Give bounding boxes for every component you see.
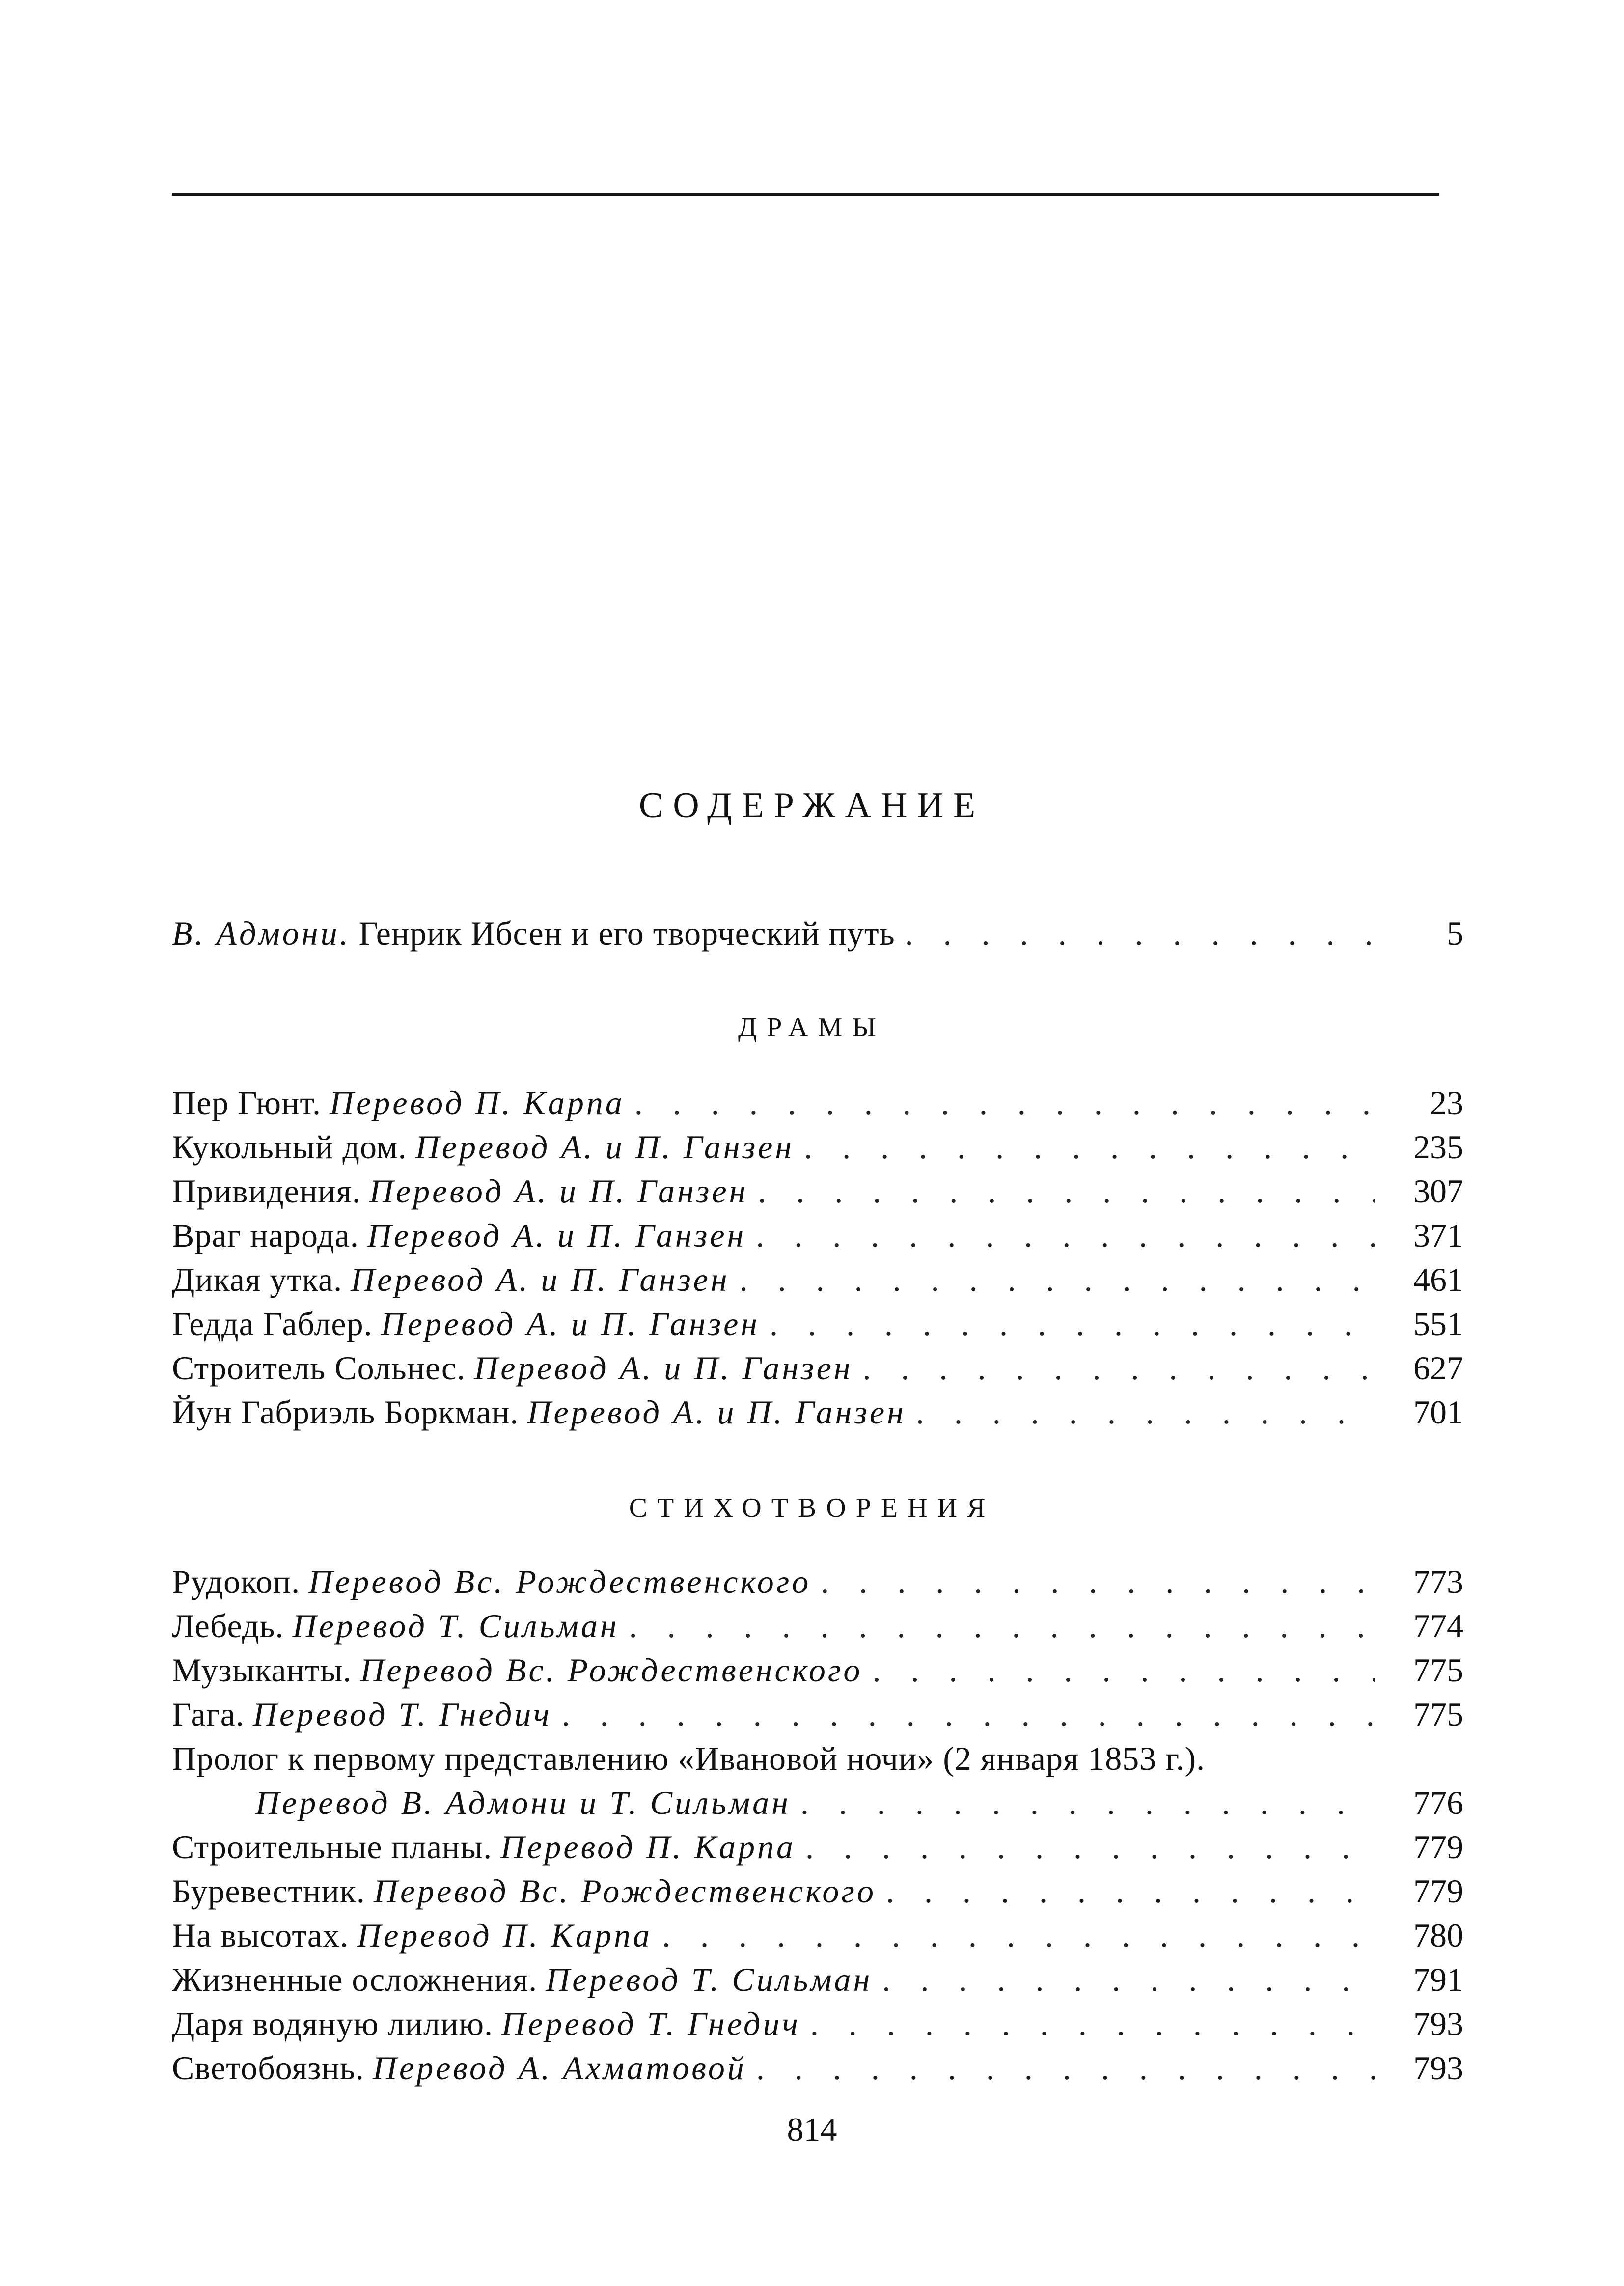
- entry-page-number: 371: [1413, 1217, 1463, 1254]
- dot-leader: [863, 1346, 1376, 1390]
- dot-leader: [756, 1213, 1375, 1257]
- toc-entry-continuation[interactable]: [255, 1781, 1463, 1825]
- entry-translation: Перевод А. и П. Ганзен: [351, 1261, 730, 1298]
- section-heading-poems: СТИХОТВОРЕНИЯ: [629, 1493, 995, 1523]
- dot-leader: [916, 1390, 1375, 1434]
- entry-text: [172, 1913, 652, 1957]
- entry-text: [255, 1781, 791, 1825]
- toc-entry[interactable]: [172, 1257, 1463, 1302]
- entry-text: [172, 2002, 800, 2046]
- entry-title: Враг народа.: [172, 1217, 359, 1254]
- entry-title: Лебедь.: [172, 1607, 284, 1645]
- entry-title: Йун Габриэль Боркман.: [172, 1394, 519, 1431]
- entry-translation: Перевод А. и П. Ганзен: [369, 1172, 748, 1210]
- entry-title: Генрик Ибсен и его творческий путь: [358, 915, 895, 952]
- toc-entry[interactable]: [172, 1913, 1463, 1957]
- dot-leader: [905, 911, 1375, 955]
- dot-leader: [770, 1302, 1375, 1346]
- dot-leader: [821, 1560, 1375, 1604]
- toc-entry[interactable]: [172, 1390, 1463, 1434]
- entry-translation: Перевод Т. Сильман: [546, 1961, 873, 1998]
- dot-leader: [562, 1692, 1375, 1736]
- dot-leader: [886, 1869, 1375, 1913]
- toc-entry[interactable]: [172, 1648, 1463, 1692]
- toc-entry[interactable]: [172, 2046, 1463, 2090]
- entry-page-number: 307: [1413, 1172, 1463, 1210]
- toc-entry[interactable]: [172, 1869, 1463, 1913]
- entry-title: Дикая утка.: [172, 1261, 343, 1298]
- entry-page-number: 779: [1413, 1872, 1463, 1910]
- entry-title: Буревестник.: [172, 1872, 365, 1910]
- entry-title: Кукольный дом.: [172, 1128, 407, 1166]
- entry-title: Пер Гюнт.: [172, 1084, 322, 1121]
- entry-title: Светобоязнь.: [172, 2049, 364, 2087]
- entry-title: Пролог к первому представлению «Ивановой ночи» (2 января 1853 г.).: [172, 1740, 1206, 1777]
- entry-page-number: 775: [1413, 1651, 1463, 1689]
- entry-text: [172, 1302, 760, 1346]
- entry-translation: Перевод В. Адмони и Т. Сильман: [255, 1784, 791, 1821]
- entry-text: [172, 1825, 796, 1869]
- entry-translation: Перевод Т. Гнедич: [252, 1696, 552, 1733]
- entry-page-number: 23: [1430, 1084, 1463, 1121]
- entry-title: Жизненные осложнения.: [172, 1961, 538, 1998]
- page-title: СОДЕРЖАНИЕ: [638, 785, 986, 826]
- entry-author: В. Адмони.: [172, 915, 351, 952]
- dot-leader: [804, 1125, 1375, 1169]
- dot-leader: [805, 1825, 1375, 1869]
- entry-translation: Перевод П. Карпа: [500, 1828, 796, 1866]
- dot-leader: [662, 1913, 1375, 1957]
- entry-text: [172, 1213, 746, 1257]
- entry-page-number: 235: [1413, 1128, 1463, 1166]
- entry-text: [172, 1560, 811, 1604]
- entry-page-number: 779: [1413, 1828, 1463, 1866]
- entry-page-number: 791: [1413, 1961, 1463, 1998]
- top-rule: [172, 193, 1439, 196]
- entry-translation: Перевод А. и П. Ганзен: [367, 1217, 746, 1254]
- dot-leader: [810, 2002, 1375, 2046]
- section-heading-dramas: ДРАМЫ: [738, 1012, 886, 1043]
- entry-text: [172, 1692, 552, 1736]
- entry-text: [172, 1257, 730, 1302]
- toc-entry[interactable]: [172, 1125, 1463, 1169]
- entry-title: Строитель Сольнес.: [172, 1349, 466, 1387]
- entry-text: [172, 1604, 619, 1648]
- entry-translation: Перевод Т. Сильман: [292, 1607, 619, 1645]
- toc-entry[interactable]: [172, 1560, 1463, 1604]
- entry-page-number: 775: [1413, 1696, 1463, 1733]
- toc-entry-intro[interactable]: [172, 911, 1463, 955]
- toc-entry[interactable]: [172, 1957, 1463, 2002]
- entry-text: [172, 2046, 746, 2090]
- entry-text: [172, 1390, 906, 1434]
- toc-entry[interactable]: [172, 1213, 1463, 1257]
- entry-title: Строительные планы.: [172, 1828, 493, 1866]
- entry-text: [172, 1648, 862, 1692]
- toc-entry[interactable]: [172, 1346, 1463, 1390]
- toc-entry[interactable]: [172, 1169, 1463, 1213]
- toc-entry[interactable]: [172, 1604, 1463, 1648]
- entry-translation: Перевод Вс. Рождественского: [360, 1651, 863, 1689]
- entry-text: [172, 1081, 625, 1125]
- toc-entry[interactable]: [172, 1825, 1463, 1869]
- entry-page-number: 776: [1413, 1784, 1463, 1821]
- entry-page-number: 551: [1413, 1305, 1463, 1342]
- entry-translation: Перевод А. и П. Ганзен: [474, 1349, 853, 1387]
- entry-title: Даря водяную лилию.: [172, 2005, 494, 2042]
- dot-leader: [758, 1169, 1375, 1213]
- entry-title: На высотах.: [172, 1917, 349, 1954]
- toc-entry[interactable]: [172, 1081, 1463, 1125]
- entry-text: [172, 911, 895, 955]
- dot-leader: [756, 2046, 1375, 2090]
- entry-title: Гага.: [172, 1696, 245, 1733]
- entry-page-number: 773: [1413, 1563, 1463, 1600]
- dot-leader: [800, 1781, 1375, 1825]
- entry-translation: Перевод Вс. Рождественского: [373, 1872, 876, 1910]
- entry-page-number: 793: [1413, 2005, 1463, 2042]
- entry-translation: Перевод А. Ахматовой: [372, 2049, 746, 2087]
- entry-translation: Перевод А. и П. Ганзен: [527, 1394, 906, 1431]
- entry-text: [172, 1869, 876, 1913]
- entry-text: [172, 1346, 853, 1390]
- toc-entry[interactable]: [172, 2002, 1463, 2046]
- toc-entry[interactable]: [172, 1302, 1463, 1346]
- toc-entry-title-line[interactable]: [172, 1736, 1463, 1781]
- dot-leader: [740, 1257, 1375, 1302]
- entry-page-number: 793: [1413, 2049, 1463, 2087]
- entry-page-number: 701: [1413, 1394, 1463, 1431]
- entry-page-number: 774: [1413, 1607, 1463, 1645]
- entry-translation: Перевод Вс. Рождественского: [308, 1563, 811, 1600]
- entry-title: Музыканты.: [172, 1651, 352, 1689]
- entry-page-number: 780: [1413, 1917, 1463, 1954]
- entry-title: Привидения.: [172, 1172, 361, 1210]
- entry-translation: Перевод Т. Гнедич: [501, 2005, 800, 2042]
- entry-title: Гедда Габлер.: [172, 1305, 373, 1342]
- entry-page-number: 461: [1413, 1261, 1463, 1298]
- entry-translation: Перевод А. и П. Ганзен: [415, 1128, 795, 1166]
- entry-translation: Перевод П. Карпа: [330, 1084, 625, 1121]
- toc-entry[interactable]: [172, 1692, 1463, 1736]
- entry-text: [172, 1125, 794, 1169]
- dot-leader: [882, 1957, 1375, 2002]
- entry-translation: Перевод А. и П. Ганзен: [381, 1305, 760, 1342]
- entry-page-number: 627: [1413, 1349, 1463, 1387]
- dot-leader: [872, 1648, 1375, 1692]
- entry-text: [172, 1169, 748, 1213]
- entry-title: Рудокоп.: [172, 1563, 301, 1600]
- dot-leader: [629, 1604, 1375, 1648]
- page-number: 814: [787, 2111, 837, 2148]
- entry-page-number: 5: [1447, 915, 1463, 952]
- dot-leader: [634, 1081, 1375, 1125]
- entry-text: [172, 1957, 872, 2002]
- entry-translation: Перевод П. Карпа: [357, 1917, 652, 1954]
